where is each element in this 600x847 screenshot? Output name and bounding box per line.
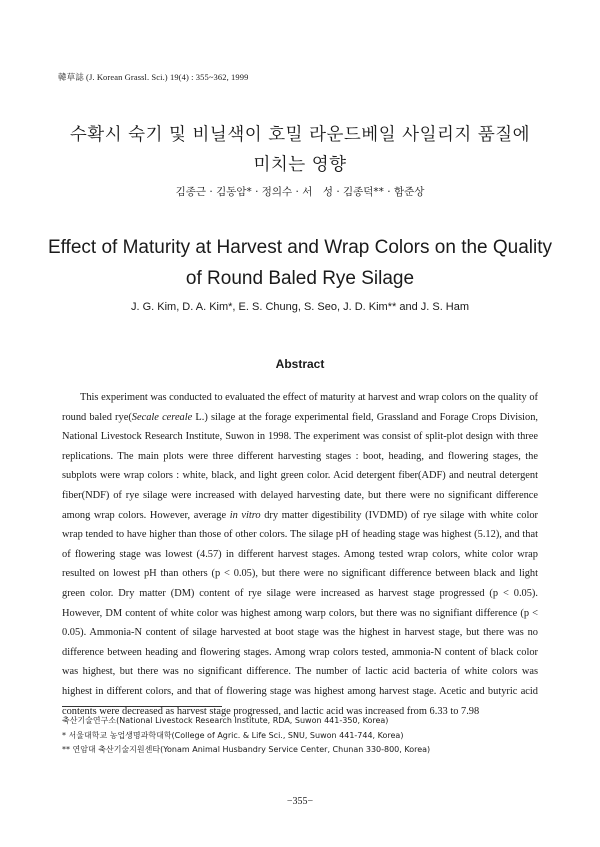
abstract-heading: Abstract bbox=[275, 357, 325, 371]
korean-title-line-1: 수확시 숙기 및 비닐색이 호밀 라운드베일 사일리지 품질에 bbox=[69, 125, 531, 145]
in-vitro-term: in vitro bbox=[229, 509, 261, 521]
abstract-text-2: L.) silage at the forage experimental field, Grassland and Forage Crops Division, National Livestock Research Institute, Suwon in 1998. The experiment was consist of split-plot design with three replications. The main plots were three different harvesting stages : boot, heading, and flowering stages, the subplots were wrap colors : white, black, and light green color. Acid detergent fiber(ADF) and neutral detergent fiber(NDF) of rye silage were increased with delayed harvesting date, but there were no significant difference among wrap colors. However, average bbox=[62, 411, 539, 521]
page-number: −355− bbox=[286, 796, 314, 807]
footnote-divider bbox=[62, 706, 222, 707]
english-title bbox=[30, 232, 570, 294]
species-name: Secale cereale bbox=[131, 411, 193, 423]
footnote-affiliation-2: * 서울대학교 농업생명과학대학(College of Agric. & Life Sci., SNU, Suwon 441-744, Korea) bbox=[62, 730, 404, 740]
footnote-affiliation-3: ** 연암대 축산기술지원센타(Yonam Animal Husbandry Service Center, Chunan 330-800, Korea) bbox=[62, 745, 431, 754]
footnote-affiliation-1: 축산기술연구소(National Livestock Research Institute, RDA, Suwon 441-350, Korea) bbox=[62, 716, 389, 725]
english-authors: J. G. Kim, D. A. Kim*, E. S. Chung, S. Seo, J. D. Kim** and J. S. Ham bbox=[130, 301, 470, 313]
korean-authors: 김종근 · 김동암* · 정의수 · 서 성 · 김종덕** · 함준상 bbox=[175, 186, 425, 198]
english-title-line-2: of Round Baled Rye Silage bbox=[185, 268, 415, 289]
journal-header: 韓草誌 (J. Korean Grassl. Sci.) 19(4) : 355~362, 1999 bbox=[58, 72, 249, 82]
abstract-body bbox=[62, 388, 538, 721]
korean-title bbox=[40, 120, 560, 180]
english-title-line-1: Effect of Maturity at Harvest and Wrap Colors on the Quality bbox=[47, 237, 553, 258]
abstract-text-1: This experiment was conducted to evaluated the effect of maturity at harvest and wrap colors on the quality of round baled rye( bbox=[62, 392, 538, 423]
korean-title-line-2: 미치는 영향 bbox=[253, 155, 347, 175]
abstract-text-3: dry matter digestibility (IVDMD) of rye silage with white color wrap tended to have higher than those of other colors. The silage pH of heading stage was highest (5.12), and that of flowering stage was lowest (4.57) in different harvest stages. Among tested wrap colors, white color wrap resulted on lowest pH than others (p < 0.05), but there were no significant difference between black and light green color. Dry matter (DM) content of rye silage were increased as harvest stage progressed (p < 0.05). However, DM content of white color was highest among warp colors, but there was no signifiant difference (p < 0.05). Ammonia-N content of silage harvested at boot stage was the highest in harvest stage, but there was no difference between heading and flowering stages. Among wrap colors tested, ammonia-N content of black color was highest, but there was no significant difference. The number of lactic acid bacteria of white colors was highest in different colors, and that of flowering stage was highest among harvest stage. Acetic and butyric acid contents were decreased as harvest stage progressed, and lactic acid was increased from 6.33 to 7.98 bbox=[62, 509, 538, 717]
footnotes bbox=[62, 714, 538, 758]
